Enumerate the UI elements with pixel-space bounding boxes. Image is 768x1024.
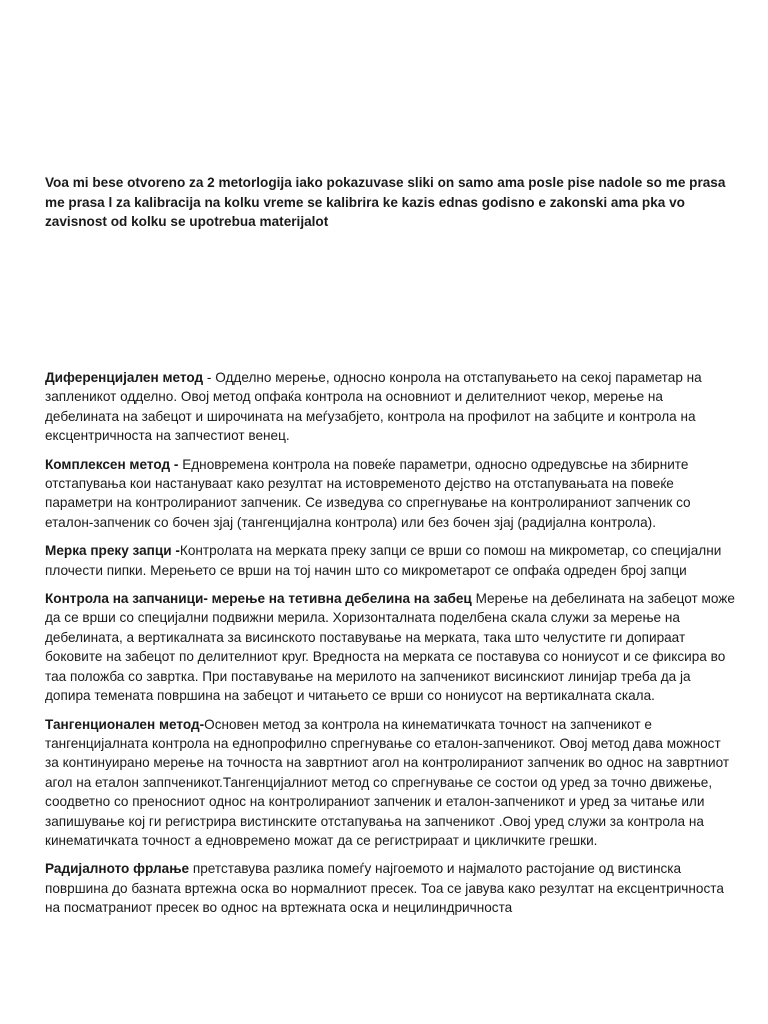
- section-text: претставува разлика помеѓу најгоемото и најмалото растојание од вистинска површина до базната вртежна оска во нормалниот пресек. Тоа се јавува како резултат на ексцентричноста на посматраниот пресек во однос на вртежната оска и нецилиндричноста: [45, 861, 724, 916]
- section-text: - Одделно мерење, односно конрола на отстапувањето на секој параметар на запленикот одделно. Овој метод опфаќа контрола на основниот и делителниот чекор, мерење на дебелината на забецот и широчината на меѓузабјето, контрола на профилот на забците и контрола на ексцентричноста на запчестиот венец.: [45, 370, 702, 444]
- method-sections: [45, 368, 735, 927]
- section-term: Диференцијален метод: [45, 370, 204, 385]
- section-complex-method: [45, 455, 735, 533]
- section-text: Едновремена контрола на повеќе параметри, односно одредувсње на збирните отстапувања кои настануваат како резултат на истовременото дејство на отстапувањата на повеќе параметри на контролираниот запчeник. Се изведува со спрегнување на контролираниот запченик со еталон-запченик со бочен зјај (тангенцијална контрола) или без бочен зјај (радијална контрола).: [45, 456, 691, 530]
- section-term: Радијалното фрлање: [45, 861, 190, 877]
- section-radial-runout: [45, 859, 735, 917]
- section-term: Контрола на запчаници- мерење на тетивна дебелина на забец: [45, 591, 472, 607]
- section-tangential-method: [45, 715, 735, 851]
- section-measure-over-teeth: [45, 541, 735, 580]
- intro-note: Voa mi bese otvoreno za 2 metorlogija iako pokazuvase sliki on samo ama posle pise nadole so me prasa me prasa l za kalibracija na kolku vreme se kalibrira ke kazis ednas godisno e zakonski ama pka vo zavisnost od kolku se upotrebua materijalot: [45, 175, 726, 229]
- section-text: Мерење на дебелината на забецот може да се врши со специјални подвижни мерила. Хоризонталната поделбена скала служи за мерење на дебелината, а вертикалната за висинското поставување на мерката, така што челустите ги допираат боковите на забецот по делителниот круг. Вредноста на мерката се поставува со нониусот и се фиксира во таа положба со завртка. При поставување на мерилото на запченикот висинскиот линијар треба да ја допира темената површина на забецот и читањето се врши со нониусот на вертикалната скала.: [45, 591, 735, 704]
- section-text: Контролата на мерката преку запци се врши со помош на микрометар, со специјални плочести пипки. Мерењето се врши на тој начин што со микрометарот се опфаќа одреден број запци: [45, 543, 722, 578]
- section-term: Мерка преку запци -: [45, 543, 180, 559]
- section-chordal-thickness: [45, 589, 735, 705]
- section-term: Тангенционален метод-: [45, 716, 205, 732]
- section-differential-method: [45, 368, 735, 446]
- section-text: Основен метод за контрола на кинематичката точност на запченикот е тангенцијалната контрола на еднопрофилно спрегнување со еталон-запченикот. Овој метод дава можност за континуирано мерење на точноста на завртниот агол на контролираниот запчeник во однос на завртниот агол на еталон заппченикот.Тангенцијалниот метод со спрегнување се состои од уред за точно движење, соодветно со преносниот однос на контролираниот запченик и еталон-запченикот и уред за читање или запишување кој ги регистрира вистинските отстапувања на запченикот .Овој уред служи за контрола на кинематичката точност а едновремено можат да се регистрираат и цикличките грешки.: [45, 716, 730, 848]
- section-term: Комплексен метод -: [45, 456, 183, 472]
